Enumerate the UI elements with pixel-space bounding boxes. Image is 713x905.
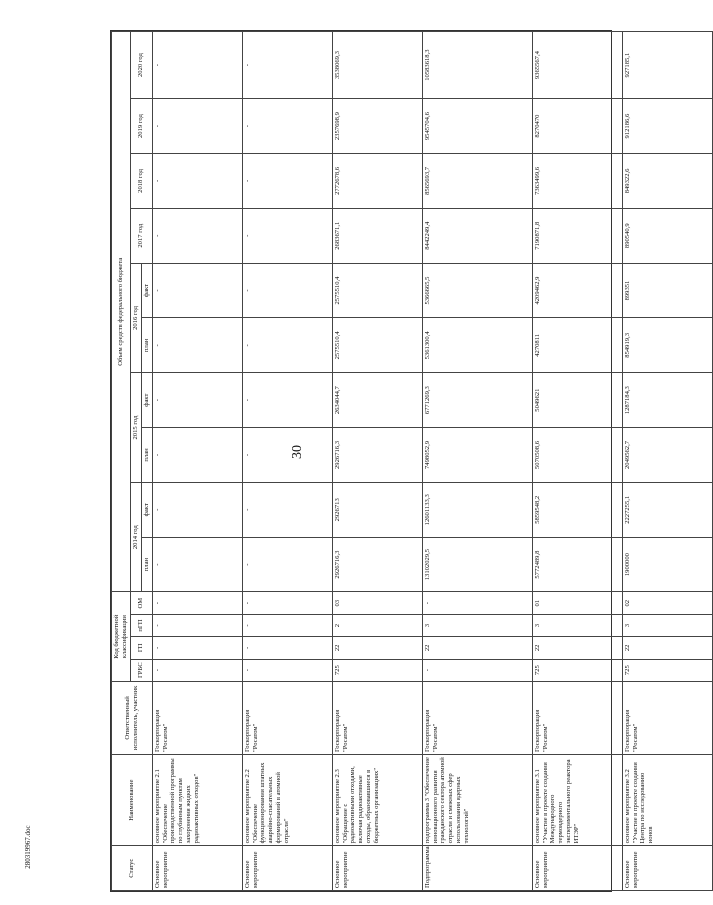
cell-pgp: 2 xyxy=(332,614,422,636)
cell-2016-fact: - xyxy=(152,263,242,318)
header-2014-fact: факт xyxy=(141,482,152,537)
cell-responsible: Госкорпорация "Росатом" xyxy=(332,681,422,754)
header-om: ОМ xyxy=(130,592,152,614)
cell-2020: 10583618,3 xyxy=(422,32,532,99)
header-2015-plan: план xyxy=(141,428,152,483)
cell-gp: 22 xyxy=(532,637,622,659)
header-2017: 2017 год xyxy=(130,208,152,263)
cell-gp: - xyxy=(152,637,242,659)
page-number: 30 xyxy=(290,445,305,459)
cell-responsible: Госкорпорация "Росатом" xyxy=(622,681,712,754)
header-2014: 2014 год xyxy=(130,482,141,592)
cell-2016-plan: - xyxy=(152,318,242,373)
cell-name: основное мероприятие 3.2 "Участие в проекте создания Центра по исследованию ионов xyxy=(622,754,712,845)
cell-2014-fact: - xyxy=(152,482,242,537)
cell-2018: - xyxy=(152,154,242,209)
cell-2015-plan: - xyxy=(242,428,332,483)
cell-2016-fact: 899351 xyxy=(622,263,712,318)
cell-grbs: 725 xyxy=(532,659,622,681)
cell-2015-fact: - xyxy=(152,373,242,428)
cell-2020: 3538069,3 xyxy=(332,32,422,99)
cell-2015-fact: - xyxy=(242,373,332,428)
cell-2016-plan: 2575510,4 xyxy=(332,318,422,373)
cell-2014-fact: 12601133,3 xyxy=(422,482,532,537)
header-status: Статус xyxy=(112,846,153,891)
header-2020: 2020 год xyxy=(130,32,152,99)
header-gp: ГП xyxy=(130,637,152,659)
cell-2014-plan: 2926716,3 xyxy=(332,537,422,592)
cell-2019: - xyxy=(152,99,242,154)
cell-name: основное мероприятие 2.1 "Обеспечение производственной программы по глубинным пунктам захоронения жидких радиоактивных отходов" xyxy=(152,754,242,845)
cell-2016-fact: 5366665,5 xyxy=(422,263,532,318)
table-row xyxy=(622,32,712,891)
table-row xyxy=(532,32,622,891)
budget-table xyxy=(111,31,713,891)
cell-pgp: - xyxy=(242,614,332,636)
header-responsible: Ответственный исполнитель, участник xyxy=(112,681,153,754)
cell-2017: 2683671,1 xyxy=(332,208,422,263)
cell-2019: 912186,6 xyxy=(622,99,712,154)
cell-2016-plan: - xyxy=(242,318,332,373)
cell-2017: 890540,9 xyxy=(622,208,712,263)
cell-om: - xyxy=(152,592,242,614)
cell-gp: 22 xyxy=(332,637,422,659)
cell-2018: 849322,6 xyxy=(622,154,712,209)
cell-2015-fact: 2634044,7 xyxy=(332,373,422,428)
cell-name: основное мероприятие 3.1 "Участие в проекте создания Международного термоядерного экспериментального реактора ИТЭР" xyxy=(532,754,622,845)
table-row xyxy=(332,32,422,891)
header-volume: Объем средств федерального бюджета xyxy=(112,32,131,593)
cell-2019: 9545704,6 xyxy=(422,99,532,154)
cell-status: Основное мероприятие xyxy=(622,846,712,891)
cell-2019: - xyxy=(242,99,332,154)
cell-grbs: 725 xyxy=(332,659,422,681)
cell-2014-fact: 2227255,1 xyxy=(622,482,712,537)
cell-om: 01 xyxy=(532,592,622,614)
header-budget-code: Код бюджетной классификации xyxy=(112,592,131,681)
cell-2018: 2772678,6 xyxy=(332,154,422,209)
cell-2020: - xyxy=(242,32,332,99)
cell-2016-plan: 4270811 xyxy=(532,318,622,373)
header-2016-plan: план xyxy=(141,318,152,373)
cell-grbs: - xyxy=(152,659,242,681)
cell-2019: 8270470 xyxy=(532,99,622,154)
header-2018: 2018 год xyxy=(130,154,152,209)
cell-gp: 22 xyxy=(622,637,712,659)
cell-name: основное мероприятие 2.2 "Обеспечение функционирования штатных аварийно-спасательных формирований в атомной отрасли" xyxy=(242,754,332,845)
cell-2016-plan: 854919,3 xyxy=(622,318,712,373)
header-name: Наименование xyxy=(112,754,153,845)
cell-name: основное мероприятие 2.3 "Обращение с радиоактивными отходами, включая радиоактивные отходы, образовавшиеся в бюджетных организациях" xyxy=(332,754,422,845)
cell-status: Подпрограмма xyxy=(422,846,532,891)
cell-pgp: 3 xyxy=(532,614,622,636)
cell-2015-plan: 2049562,7 xyxy=(622,428,712,483)
cell-2014-plan: 5772489,8 xyxy=(532,537,622,592)
cell-responsible: Госкорпорация "Росатом" xyxy=(242,681,332,754)
cell-pgp: 3 xyxy=(422,614,532,636)
cell-om: 02 xyxy=(622,592,712,614)
cell-2018: - xyxy=(242,154,332,209)
cell-2020: 927185,1 xyxy=(622,32,712,99)
budget-table-sheet xyxy=(110,30,655,892)
header-2014-plan: план xyxy=(141,537,152,592)
cell-pgp: 3 xyxy=(622,614,712,636)
cell-grbs: - xyxy=(422,659,532,681)
cell-2020: - xyxy=(152,32,242,99)
cell-grbs: - xyxy=(242,659,332,681)
cell-responsible: Госкорпорация "Росатом" xyxy=(152,681,242,754)
cell-2017: - xyxy=(152,208,242,263)
cell-2015-plan: 2926716,3 xyxy=(332,428,422,483)
cell-status: Основное мероприятие xyxy=(332,846,422,891)
cell-2016-fact: - xyxy=(242,263,332,318)
cell-gp: 22 xyxy=(422,637,532,659)
cell-2015-fact: 1287184,3 xyxy=(622,373,712,428)
cell-2014-plan: 13102029,5 xyxy=(422,537,532,592)
cell-2015-fact: 5049621 xyxy=(532,373,622,428)
header-2015: 2015 год xyxy=(130,373,141,483)
cell-2019: 2357698,9 xyxy=(332,99,422,154)
cell-2014-fact: 2926713 xyxy=(332,482,422,537)
cell-2014-plan: - xyxy=(242,537,332,592)
cell-name: подпрограмма 3 "Обеспечение инновационного развития гражданского сектора атомной отрасли и смежных сфер использования ядерных технологий" xyxy=(422,754,532,845)
cell-status: Основное мероприятие xyxy=(532,846,622,891)
cell-2016-fact: 2575510,4 xyxy=(332,263,422,318)
header-2015-fact: факт xyxy=(141,373,152,428)
cell-responsible: Госкорпорация "Росатом" xyxy=(532,681,622,754)
cell-2016-fact: 4209462,9 xyxy=(532,263,622,318)
cell-om: - xyxy=(242,592,332,614)
cell-2014-fact: 5859548,2 xyxy=(532,482,622,537)
cell-responsible: Госкорпорация "Росатом" xyxy=(422,681,532,754)
cell-pgp: - xyxy=(152,614,242,636)
cell-om: 03 xyxy=(332,592,422,614)
cell-2014-fact: - xyxy=(242,482,332,537)
table-row xyxy=(152,32,242,891)
cell-2017: 8442249,4 xyxy=(422,208,532,263)
cell-2015-plan: 5070508,6 xyxy=(532,428,622,483)
header-2019: 2019 год xyxy=(130,99,152,154)
cell-2017: 7190871,8 xyxy=(532,208,622,263)
cell-2014-plan: 1900000 xyxy=(622,537,712,592)
cell-om: - xyxy=(422,592,532,614)
header-2016-fact: факт xyxy=(141,263,152,318)
rotated-table-container xyxy=(111,31,655,891)
header-2016: 2016 год xyxy=(130,263,141,373)
cell-2020: 9365567,4 xyxy=(532,32,622,99)
document-footer-code: 280319967.doc xyxy=(24,825,32,869)
cell-2018: 8565693,7 xyxy=(422,154,532,209)
cell-2014-plan: - xyxy=(152,537,242,592)
cell-grbs: 725 xyxy=(622,659,712,681)
header-grbs: ГРБС xyxy=(130,659,152,681)
table-row xyxy=(422,32,532,891)
cell-2015-fact: 6771269,3 xyxy=(422,373,532,428)
cell-2018: 7363499,6 xyxy=(532,154,622,209)
cell-2017: - xyxy=(242,208,332,263)
header-pgp: пГП xyxy=(130,614,152,636)
cell-2015-plan: 7498052,9 xyxy=(422,428,532,483)
cell-status: Основное мероприятие xyxy=(152,846,242,891)
cell-gp: - xyxy=(242,637,332,659)
cell-2016-plan: 5361300,4 xyxy=(422,318,532,373)
table-row xyxy=(242,32,332,891)
cell-status: Основное мероприятие xyxy=(242,846,332,891)
cell-2015-plan: - xyxy=(152,428,242,483)
